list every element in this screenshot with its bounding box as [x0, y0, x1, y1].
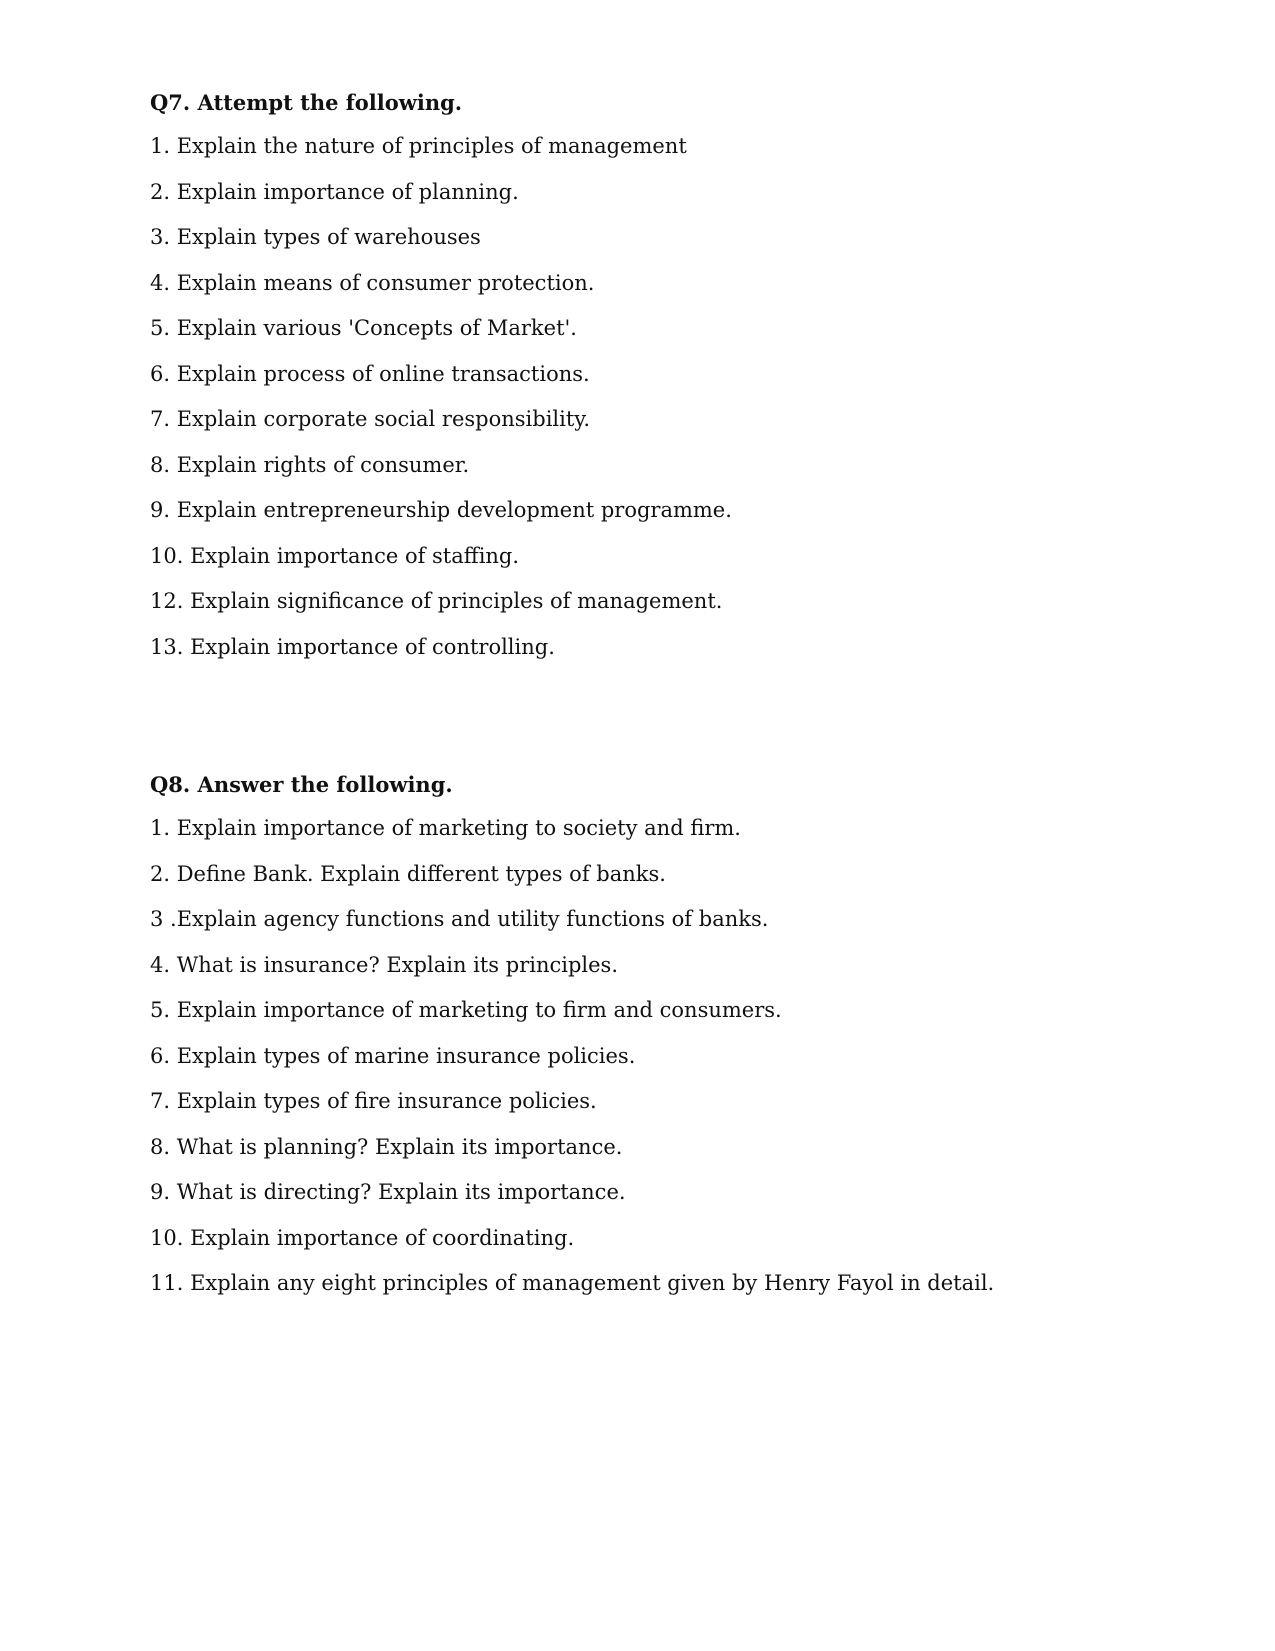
section-heading: Q8. Answer the following.: [150, 772, 453, 797]
question-item: 2. Define Bank. Explain different types of banks.: [150, 861, 666, 886]
question-item: 4. What is insurance? Explain its principles.: [150, 952, 618, 977]
question-item: 9. Explain entrepreneurship development programme.: [150, 498, 732, 522]
question-item: 6. Explain process of online transactions.: [150, 361, 590, 386]
question-item: 1. Explain importance of marketing to society and firm.: [150, 816, 741, 840]
question-item: 1. Explain the nature of principles of management: [150, 134, 687, 158]
question-item: 2. Explain importance of planning.: [150, 179, 519, 204]
question-item: 10. Explain importance of coordinating.: [150, 1225, 575, 1250]
question-item: 5. Explain various 'Concepts of Market'.: [150, 316, 577, 340]
question-item: 8. Explain rights of consumer.: [150, 452, 470, 477]
question-item: 12. Explain significance of principles of management.: [150, 589, 723, 613]
question-list: [150, 814, 1150, 1298]
section-heading: Q7. Attempt the following.: [150, 90, 463, 115]
question-item: 4. Explain means of consumer protection.: [150, 270, 595, 295]
question-item: 3. Explain types of warehouses: [150, 225, 481, 249]
question-item: 11. Explain any eight principles of management given by Henry Fayol in detail.: [150, 1271, 995, 1295]
question-section-q7: [150, 88, 1150, 678]
question-section-q8: [150, 770, 1150, 1315]
question-item: 3 .Explain agency functions and utility functions of banks.: [150, 907, 769, 931]
question-item: 5. Explain importance of marketing to firm and consumers.: [150, 998, 782, 1022]
question-item: 7. Explain types of fire insurance policies.: [150, 1089, 597, 1113]
question-item: 6. Explain types of marine insurance policies.: [150, 1043, 636, 1068]
question-list: [150, 132, 1150, 662]
question-item: 13. Explain importance of controlling.: [150, 634, 555, 659]
question-item: 10. Explain importance of staffing.: [150, 543, 520, 568]
question-item: 9. What is directing? Explain its importance.: [150, 1180, 626, 1204]
question-item: 8. What is planning? Explain its importance.: [150, 1134, 623, 1159]
question-item: 7. Explain corporate social responsibility.: [150, 407, 591, 431]
